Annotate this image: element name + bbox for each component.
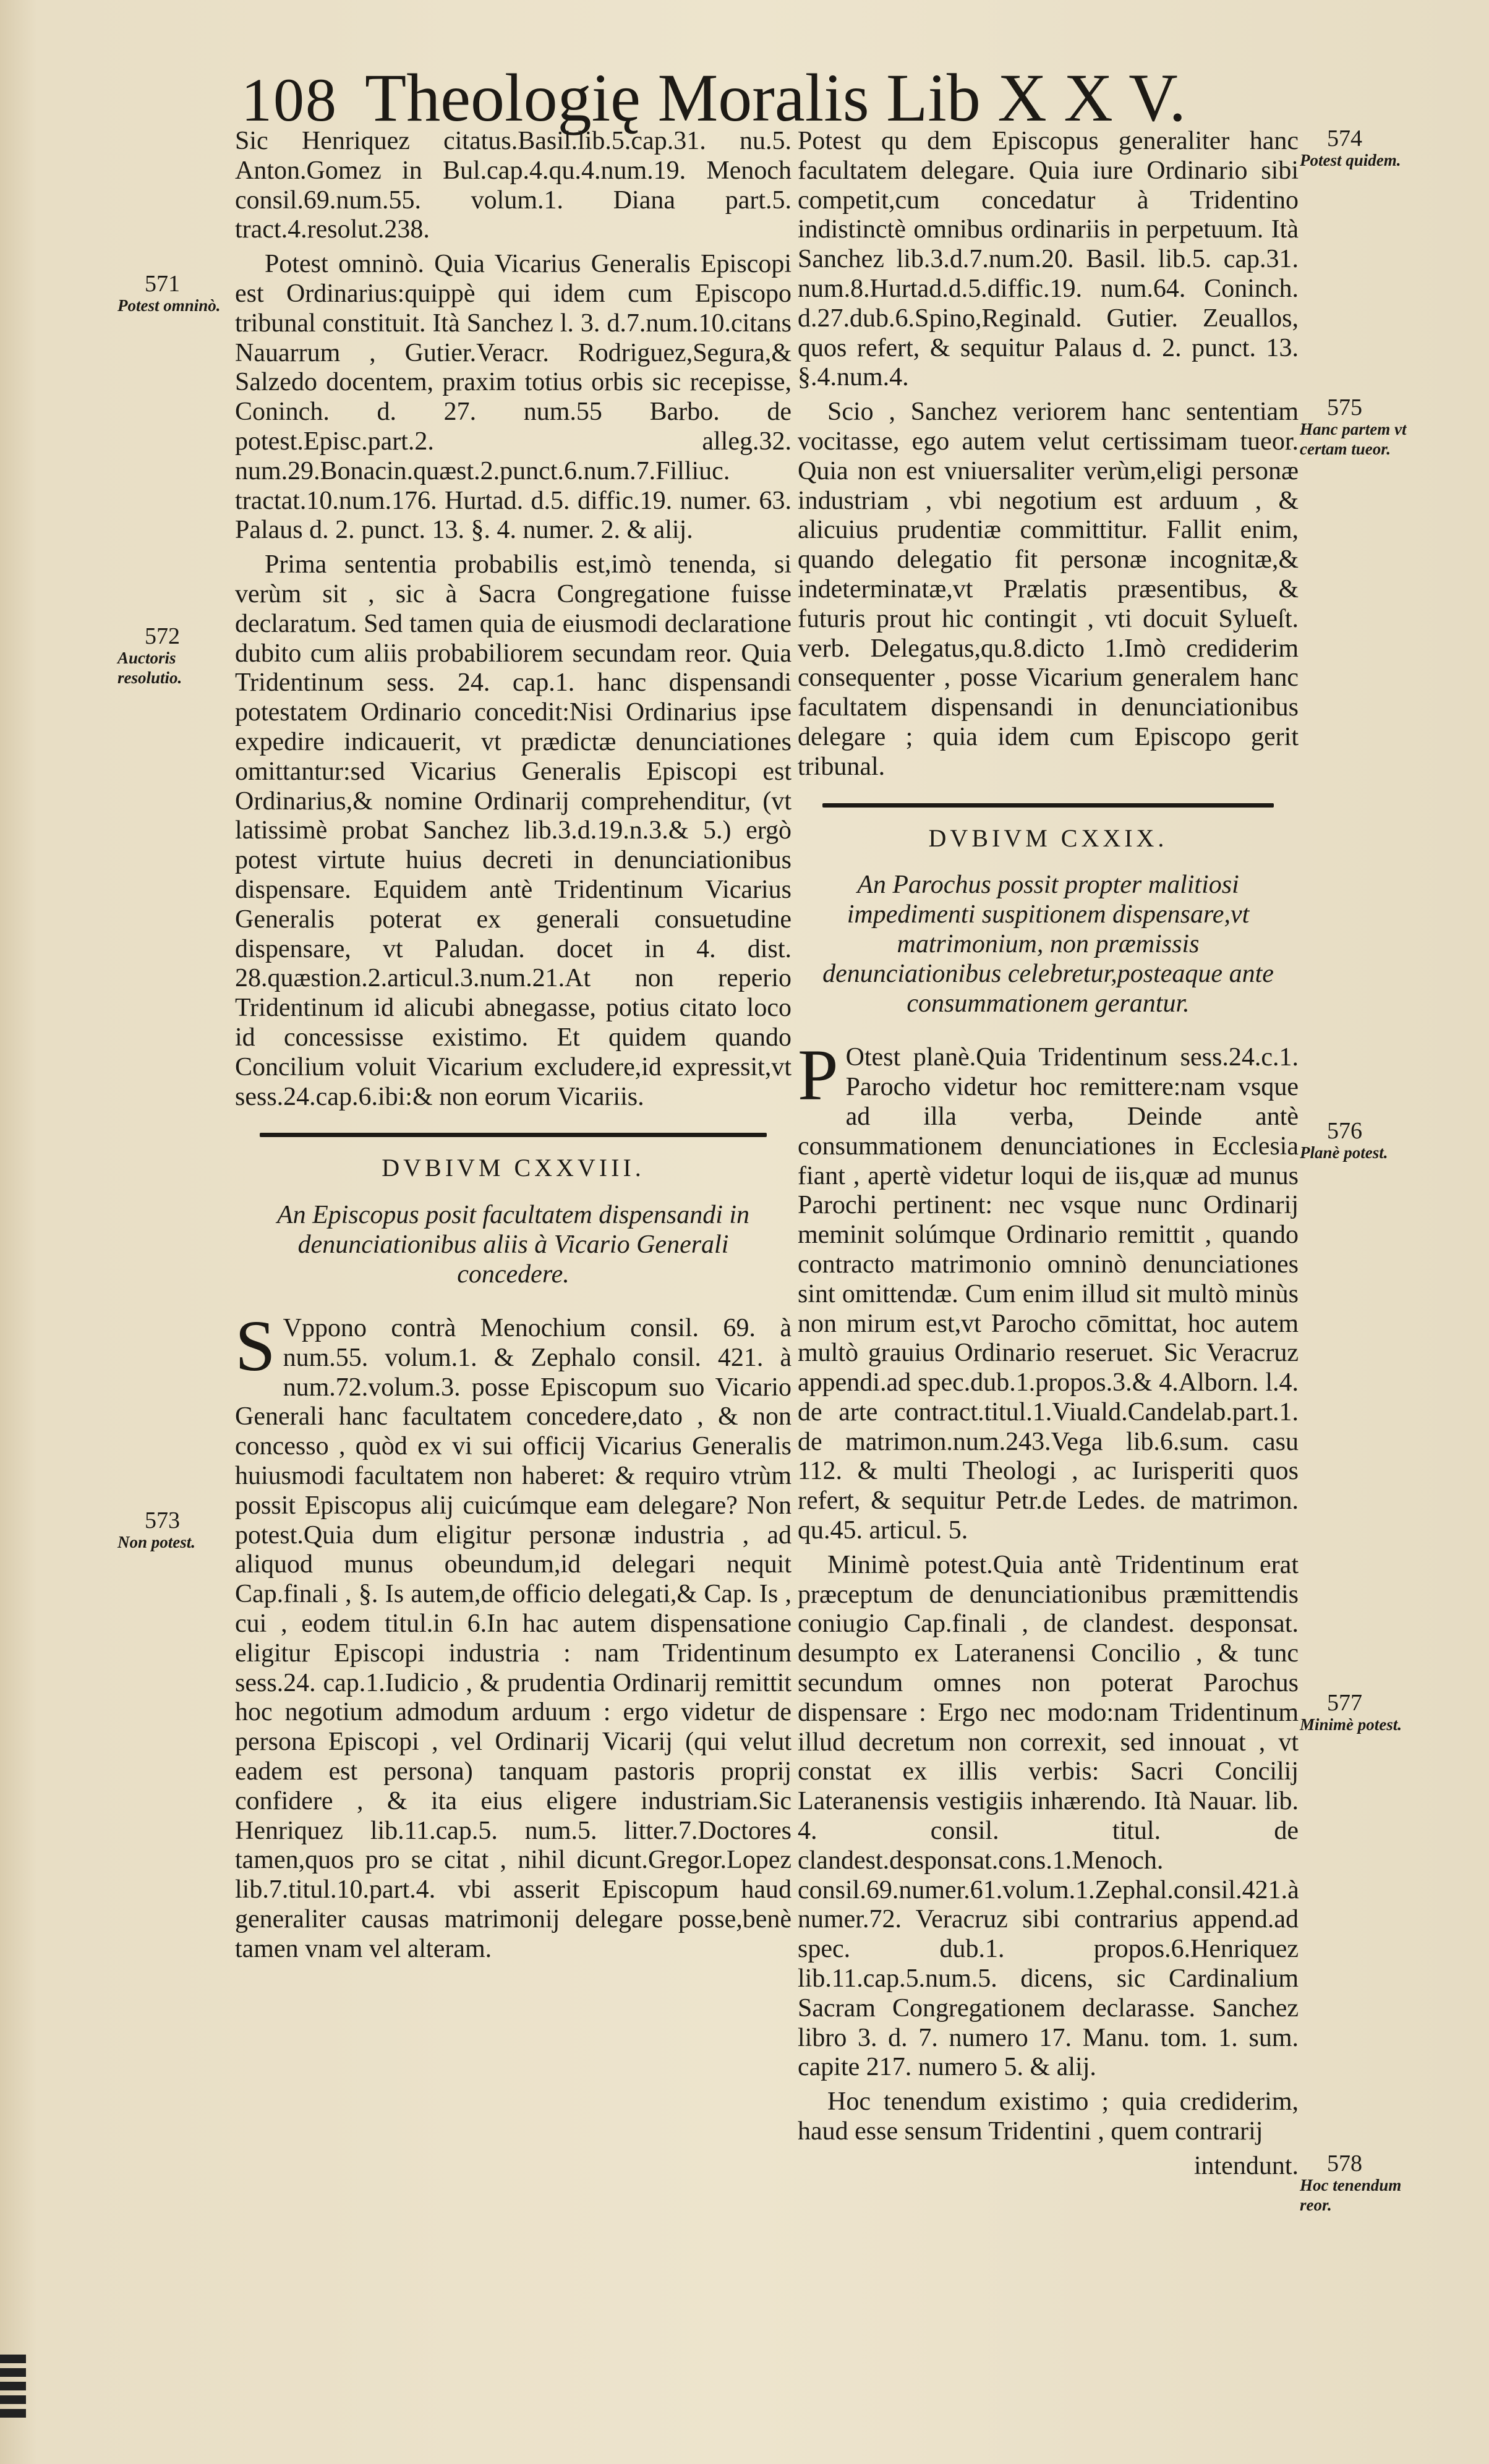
margin-number: 573 [145, 1507, 180, 1533]
margin-text: Hanc partem vt certam tueor. [1300, 420, 1407, 458]
right-column [798, 127, 1299, 2181]
marginal-note [1300, 1119, 1423, 1162]
margin-text: Minimè potest. [1300, 1715, 1402, 1734]
left-column [235, 127, 791, 1969]
catchword: intendunt. [1193, 2151, 1299, 2180]
margin-text: Hoc tenendum reor. [1300, 2176, 1402, 2214]
margin-number: 577 [1327, 1690, 1362, 1716]
paragraph: Potest qu dem Episcopus generaliter hanc facultatem delegare. Quia iure Ordinario sibi competit,cum concedatur à Tridentino indistinctè omnibus ordinariis in perpetuum. Ità Sanchez lib.3.d.7.num.20. Basil. lib.5. cap.31. num.8.Hurtad.d.5.diffic.19. num.64. Coninch. d.27.dub.6.Spino,Reginald. Gutier. Zeuallos, quos refert, & sequitur Palaus d. 2. punct. 13. §.4.num.4. [798, 127, 1299, 392]
margin-text: Non potest. [117, 1533, 196, 1551]
paragraph: Prima sententia probabilis est,imò tenenda, si verùm sit , sic à Sacra Congregatione fuisse declaratum. Sed tamen quia de eiusmodi declaratione dubito cum aliis probabiliorem secundam reor. Quia Tridentinum sess. 24. cap.1. hanc dispensandi potestatem Ordinario concedit:Nisi Ordinarius ipse expedire indicauerit, vt prædictæ denunciationes omittantur:sed Vicarius Generalis Episcopi est Ordinarius,& nomine Ordinarij comprehenditur, (vt latissimè probat Sanchez lib.3.d.19.n.3.& 5.) ergò potest virtute huius decreti in denunciationibus dispensare. Equidem antè Tridentinum Vicarius Generalis poterat ex generali consuetudine dispensare, vt Paludan. docet in 4. dist. 28.quæstion.2.articul.3.num.21.At non reperio Tridentinum id alicubi abnegasse, potius citato loco id concessisse existimo. Et quidem quando Concilium voluit Vicarium excludere,id expressit,vt sess.24.cap.6.ibi:& non eorum Vicariis. [235, 550, 791, 1111]
section-rule [260, 1133, 767, 1137]
margin-text: Potest quidem. [1300, 151, 1401, 169]
margin-text: Auctoris resolutio. [117, 649, 182, 687]
section-rule [822, 803, 1274, 808]
paragraph: Hoc tenendum existimo ; quia crediderim, haud esse sensum Tridentini , quem contrarij [798, 2087, 1299, 2146]
margin-number: 571 [145, 271, 180, 297]
paragraph [798, 1034, 1299, 1546]
running-title: Theologię Moralis Lib X X V. [365, 60, 1187, 135]
margin-number: 578 [1327, 2151, 1362, 2176]
margin-number: 575 [1327, 394, 1362, 420]
paragraph-text: Vppono contrà Menochium consil. 69. à num.55. volum.1. & Zephalo consil. 421. à num.72.volum.3. posse Episcopum suo Vicario Generali hanc facultatem concedere,dato , & non concesso , quòd ex vi sui officij Vicarius Generalis huiusmodi facultatem non haberet: & requiro vtrùm possit Episcopus alij cuicúmque eam delegare? Non potest.Quia dum eligitur personæ industria , ad aliquod munus obeundum,id delegari nequit Cap.finali , §. Is autem,de officio delegati,& Cap. Is , cui , eodem titul.in 6.In hac autem dispensatione eligitur Episcopi industria : nam Tridentinum sess.24. cap.1.Iudicio , & prudentia Ordinarij remittit hoc negotium admodum arduum : ergo videtur de persona Episcopi , vel Ordinarij Vicarij (qui velut eadem est persona) tanquam pastoris proprij confidere , & ita eius eligere industriam.Sic Henriquez lib.11.cap.5. num.5. litter.7.Doctores tamen,quos pro se citat , nihil dicunt.Gregor.Lopez lib.7.titul.10.part.4. vbi asserit Episcopum haud generaliter causas matrimonij delegare posse,benè tamen vnam vel alteram. [235, 1314, 791, 1963]
margin-number: 576 [1327, 1118, 1362, 1144]
dubium-heading: DVBIVM CXXIX. [928, 824, 1168, 852]
drop-cap: S [235, 1305, 276, 1387]
marginal-note [1300, 1691, 1423, 1734]
margin-number: 574 [1327, 126, 1362, 151]
marginal-note [117, 625, 229, 688]
marginal-note [117, 272, 229, 315]
margin-number: 572 [145, 623, 180, 649]
drop-cap: P [798, 1034, 838, 1116]
paragraph [235, 1305, 791, 1964]
dubium-question: An Episcopus posit facultatem dispensandi in denunciationibus aliis à Vicario Generali concedere. [276, 1201, 750, 1289]
marginal-note [1300, 2152, 1423, 2215]
marginal-note [1300, 396, 1423, 459]
paragraph: Scio , Sanchez veriorem hanc sententiam vocitasse, ego autem velut certissimam tueor. Quia non est vniuersaliter verùm,eligi personæ industriam , vbi negotium est arduum , & alicuius prudentiæ committitur. Fallit enim, quando delegatio fit personæ incognitæ,& indeterminatæ,vt Prælatis præsentibus, & futuris prout hic contingit , vti docuit Sylueſt. verb. Delegatus,qu.8.dicto 1.Imò crediderim consequenter , posse Vicarium generalem hanc facultatem dispensandi in denunciationibus delegare ; quia idem cum Episcopo gerit tribunal. [798, 398, 1299, 781]
paragraph: Potest omninò. Quia Vicarius Generalis Episcopi est Ordinarius:quippè qui idem cum Episcopo tribunal constituit. Ità Sanchez l. 3. d.7.num.10.citans Nauarrum , Gutier.Veracr. Rodriguez,Segura,& Salzedo docentem, praxim totius orbis sic recepisse, Coninch. d. 27. num.55 Barbo. de potest.Episc.part.2. alleg.32. num.29.Bonacin.quæst.2.punct.6.num.7.Filliuc. tractat.10.num.176. Hurtad. d.5. diffic.19. numer. 63. Palaus d. 2. punct. 13. §. 4. numer. 2. & alij. [235, 250, 791, 545]
marginal-note [1300, 127, 1423, 170]
page-number: 108 [241, 66, 338, 134]
dubium-heading: DVBIVM CXXVIII. [382, 1154, 645, 1182]
margin-text: Potest omninò. [117, 296, 221, 315]
paragraph-text: Otest planè.Quia Tridentinum sess.24.c.1. Parocho videtur hoc remittere:nam vsque ad illa verba, Deinde antè consummationem denunciationes in Ecclesia fiant , apertè videtur loqui de iis,quæ ad munus Parochi pertinent: nec vsque nunc Ordinarij meminit solúmque Ordinario remittit , quando contracto matrimonio omninò denunciationes sint omittendæ. Cum enim illud sit multò minùs non mirum est,vt Parocho cōmittat, hoc autem multò grauius Ordinario reseruet. Sic Veracruz appendi.ad spec.dub.1.propos.3.& 4.Alborn. l.4. de arte contract.titul.1.Viuald.Candelab.part.1. de matrimon.num.243.Vega lib.6.sum. casu 112. & multi Theologi , ac Iurisperiti quos refert, & sequitur Petr.de Ledes. de matrimon. qu.45. articul. 5. [798, 1043, 1299, 1545]
paragraph: Sic Henriquez citatus.Basil.lib.5.cap.31. nu.5. Anton.Gomez in Bul.cap.4.qu.4.num.19. Menoch consil.69.num.55. volum.1. Diana part.5. tract.4.resolut.238. [235, 127, 791, 244]
margin-text: Planè potest. [1300, 1143, 1388, 1162]
binding-edge-marks [0, 2350, 26, 2464]
marginal-note [117, 1509, 229, 1552]
paragraph: Minimè potest.Quia antè Tridentinum erat præceptum de denunciationibus præmittendis coniugio Cap.finali , de clandest. desponsat. desumpto ex Lateranensi Concilio , & tunc secundum omnes non poterat Parochus dispensare : Ergo nec modo:nam Tridentinum illud decretum non correxit, sed innouat , vt constat ex illis verbis: Sacri Concilij Lateranensis vestigiis inhærendo. Ità Nauar. lib. 4. consil. titul. de clandest.desponsat.cons.1.Menoch. consil.69.numer.61.volum.1.Zephal.consil.421.à numer.72. Veracruz sibi contrarius append.ad spec. dub.1. propos.6.Henriquez lib.11.cap.5.num.5. dicens, sic Cardinalium Sacram Congregationem declarasse. Sanchez libro 3. d. 7. numero 17. Manu. tom. 1. sum. capite 217. numero 5. & alij. [798, 1550, 1299, 2082]
dubium-question: An Parochus possit propter malitiosi impedimenti suspitionem dispensare,vt matrimonium, non præmissis denunciationibus celebretur,posteaque ante consummationem gerantur. [822, 871, 1274, 1018]
